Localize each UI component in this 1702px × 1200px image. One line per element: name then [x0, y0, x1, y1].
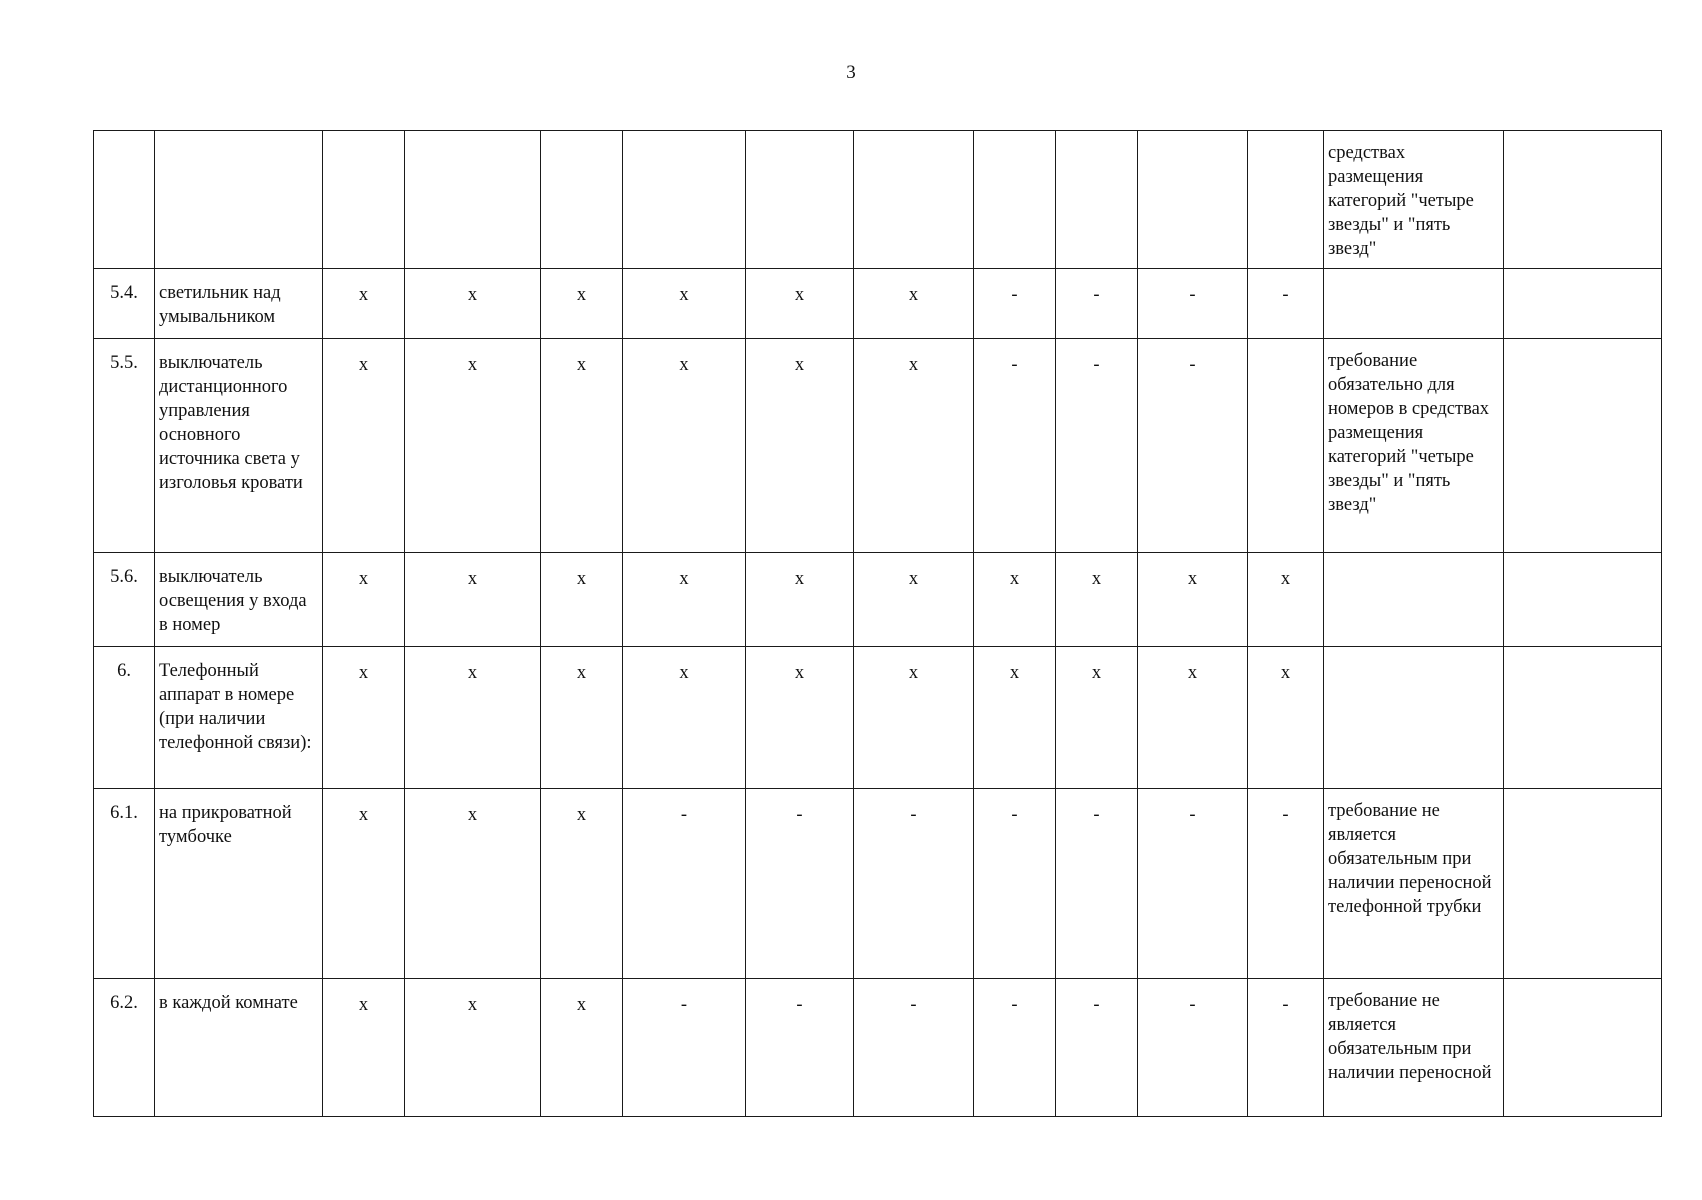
category-mark-cell [1056, 131, 1138, 269]
note-cell: требование не является обязательным при наличии переносной [1324, 979, 1504, 1117]
category-mark-cell: - [1248, 979, 1324, 1117]
category-mark-cell: - [854, 979, 974, 1117]
requirement-name-cell: Телефонный аппарат в номере (при наличии телефонной связи): [155, 647, 323, 789]
category-mark-cell: x [405, 339, 541, 553]
category-mark-cell: - [1138, 979, 1248, 1117]
category-mark-cell [623, 131, 746, 269]
category-mark-cell: - [974, 979, 1056, 1117]
category-mark-cell: - [854, 789, 974, 979]
category-mark-cell: x [746, 269, 854, 339]
category-mark-cell: - [974, 269, 1056, 339]
row-number-cell: 6.1. [94, 789, 155, 979]
requirement-name-cell: светильник над умывальником [155, 269, 323, 339]
note-cell: требование обязательно для номеров в средствах размещения категорий "четыре звезды" и "пять звезд" [1324, 339, 1504, 553]
row-number-cell [94, 131, 155, 269]
extra-cell [1504, 789, 1662, 979]
category-mark-cell: x [854, 647, 974, 789]
category-mark-cell: - [746, 789, 854, 979]
note-cell: средствах размещения категорий "четыре звезды" и "пять звезд" [1324, 131, 1504, 269]
category-mark-cell: x [746, 339, 854, 553]
category-mark-cell: - [1248, 269, 1324, 339]
table-row [94, 553, 1662, 647]
requirement-name-cell: в каждой комнате [155, 979, 323, 1117]
category-mark-cell: - [1056, 269, 1138, 339]
category-mark-cell: x [1138, 647, 1248, 789]
category-mark-cell: x [405, 553, 541, 647]
category-mark-cell [1248, 131, 1324, 269]
category-mark-cell: x [323, 979, 405, 1117]
requirement-name-cell: выключатель освещения у входа в номер [155, 553, 323, 647]
category-mark-cell: x [405, 269, 541, 339]
note-cell [1324, 647, 1504, 789]
category-mark-cell: x [541, 553, 623, 647]
category-mark-cell: - [1138, 269, 1248, 339]
category-mark-cell [541, 131, 623, 269]
requirement-name-cell: на прикроватной тумбочке [155, 789, 323, 979]
category-mark-cell: x [541, 647, 623, 789]
note-cell [1324, 269, 1504, 339]
requirements-table [93, 130, 1662, 1117]
category-mark-cell: x [541, 339, 623, 553]
category-mark-cell: - [1056, 789, 1138, 979]
category-mark-cell: - [1138, 339, 1248, 553]
category-mark-cell: - [1056, 979, 1138, 1117]
category-mark-cell: - [623, 789, 746, 979]
category-mark-cell [854, 131, 974, 269]
category-mark-cell: x [1056, 647, 1138, 789]
extra-cell [1504, 647, 1662, 789]
category-mark-cell: x [974, 647, 1056, 789]
extra-cell [1504, 131, 1662, 269]
category-mark-cell: x [1248, 553, 1324, 647]
category-mark-cell: x [623, 647, 746, 789]
category-mark-cell: - [1056, 339, 1138, 553]
category-mark-cell [974, 131, 1056, 269]
category-mark-cell: x [323, 269, 405, 339]
category-mark-cell [1248, 339, 1324, 553]
row-number-cell: 5.5. [94, 339, 155, 553]
category-mark-cell: x [1056, 553, 1138, 647]
category-mark-cell [1138, 131, 1248, 269]
extra-cell [1504, 339, 1662, 553]
category-mark-cell: x [323, 553, 405, 647]
category-mark-cell [746, 131, 854, 269]
category-mark-cell: x [323, 789, 405, 979]
category-mark-cell: - [746, 979, 854, 1117]
category-mark-cell: x [323, 339, 405, 553]
category-mark-cell: x [1248, 647, 1324, 789]
category-mark-cell: x [405, 647, 541, 789]
category-mark-cell: x [623, 339, 746, 553]
category-mark-cell: x [405, 789, 541, 979]
category-mark-cell: - [623, 979, 746, 1117]
category-mark-cell: x [854, 553, 974, 647]
category-mark-cell: x [746, 647, 854, 789]
row-number-cell: 6. [94, 647, 155, 789]
category-mark-cell: x [323, 647, 405, 789]
category-mark-cell [323, 131, 405, 269]
note-cell: требование не является обязательным при наличии переносной телефонной трубки [1324, 789, 1504, 979]
category-mark-cell: - [1248, 789, 1324, 979]
category-mark-cell: x [405, 979, 541, 1117]
category-mark-cell: - [1138, 789, 1248, 979]
category-mark-cell: x [854, 269, 974, 339]
row-number-cell: 6.2. [94, 979, 155, 1117]
category-mark-cell: x [974, 553, 1056, 647]
category-mark-cell [405, 131, 541, 269]
category-mark-cell: x [623, 553, 746, 647]
category-mark-cell: x [623, 269, 746, 339]
category-mark-cell: x [541, 789, 623, 979]
row-number-cell: 5.4. [94, 269, 155, 339]
category-mark-cell: x [1138, 553, 1248, 647]
table-row [94, 647, 1662, 789]
table-row [94, 131, 1662, 269]
category-mark-cell: x [746, 553, 854, 647]
row-number-cell: 5.6. [94, 553, 155, 647]
extra-cell [1504, 269, 1662, 339]
requirement-name-cell: выключатель дистанционного управления основного источника света у изголовья кровати [155, 339, 323, 553]
requirement-name-cell [155, 131, 323, 269]
category-mark-cell: - [974, 789, 1056, 979]
category-mark-cell: x [541, 269, 623, 339]
note-cell [1324, 553, 1504, 647]
extra-cell [1504, 979, 1662, 1117]
category-mark-cell: - [974, 339, 1056, 553]
table-row [94, 789, 1662, 979]
category-mark-cell: x [541, 979, 623, 1117]
table-row [94, 269, 1662, 339]
table-row [94, 979, 1662, 1117]
category-mark-cell: x [854, 339, 974, 553]
table-row [94, 339, 1662, 553]
page-number: 3 [846, 62, 856, 83]
extra-cell [1504, 553, 1662, 647]
